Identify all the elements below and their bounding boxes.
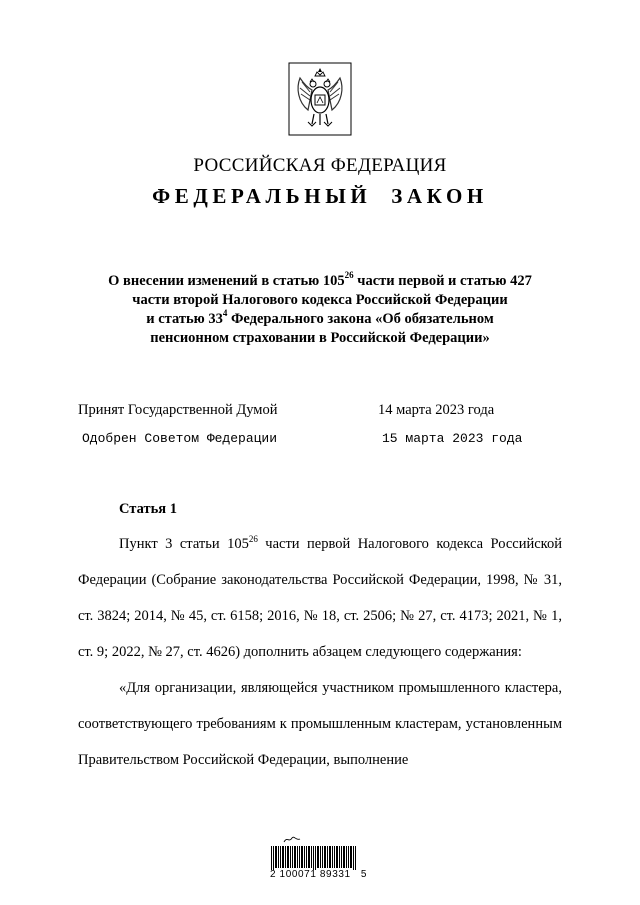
law-title-line-4: пенсионном страховании в Российской Федерации»	[150, 330, 490, 346]
article-paragraph-2: «Для организации, являющейся участником промышленного кластера, соответствующего требованиям к промышленным кластерам, установленным Правительством Российской Федерации, выполнение	[78, 680, 562, 768]
signature-mark	[283, 834, 301, 844]
approved-date: 15 марта 2023 года	[382, 431, 523, 446]
adopted-date: 14 марта 2023 года	[378, 402, 495, 418]
barcode-icon	[271, 846, 357, 870]
russia-coat-of-arms-icon	[288, 62, 352, 136]
article-paragraph-1: Пункт 3 статьи $105^{26}$ части первой Налогового кодекса Российской Федерации (Собрание законодательства Российской Федерации, 1998, № 31, ст. 3824; 2014, № 45, ст. 6158; 2016, № 18, ст. 2506; № 27, ст. 4173; 2021, № 1, ст. 9; 2022, № 27, ст. 4626) дополнить абзацем следующего содержания:	[78, 534, 562, 660]
country-name: РОССИЙСКАЯ ФЕДЕРАЦИЯ	[193, 155, 447, 176]
law-title	[60, 272, 580, 348]
adopted-label: Принят Государственной Думой	[78, 402, 278, 418]
document-type: ФЕДЕРАЛЬНЫЙ ЗАКОН	[152, 184, 488, 208]
article-heading: Статья 1	[119, 501, 177, 517]
barcode-number: 2 100071 89331 5	[270, 869, 367, 880]
approved-label: Одобрен Советом Федерации	[82, 431, 278, 446]
law-title-line-3: и статью $33^4$ Федерального закона «Об обязательном	[146, 308, 494, 327]
law-title-line-1: О внесении изменений в статью $105^{26}$ части первой и статью 427	[108, 270, 532, 289]
law-title-line-2: части второй Налогового кодекса Российской Федерации	[132, 292, 508, 308]
article-body	[78, 526, 562, 778]
